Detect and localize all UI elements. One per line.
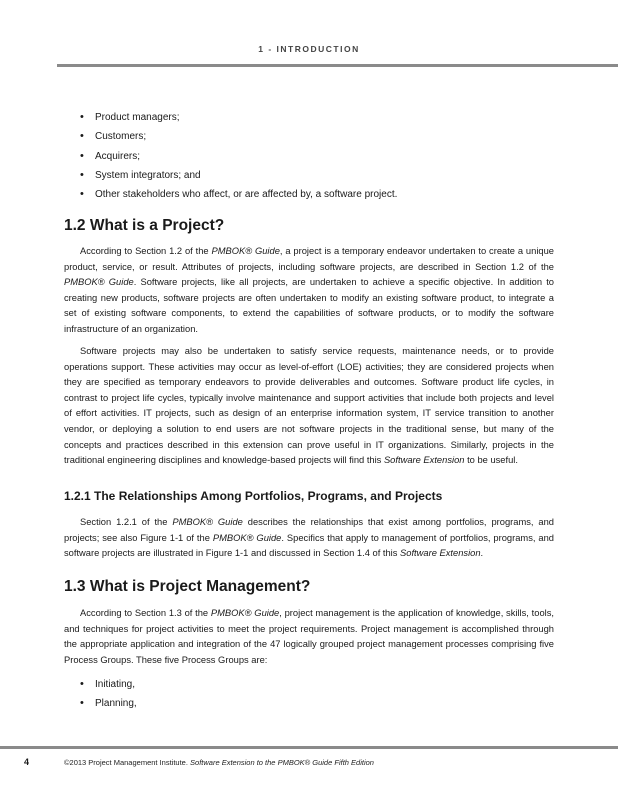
extension-title: Software Extension bbox=[383, 455, 465, 466]
footer-copyright: ©2013 Project Management Institute. Software Extension to the PMBOK® Guide Fifth Edition bbox=[64, 758, 374, 767]
process-group-list bbox=[80, 675, 137, 714]
guide-title: PMBOK® Guide bbox=[211, 246, 280, 256]
list-item: • Initiating, bbox=[80, 675, 137, 694]
footer-rule bbox=[0, 746, 618, 749]
book-title: Software Extension to the PMBOK® Guide Fifth Edition bbox=[190, 758, 374, 767]
extension-title: Software Extension bbox=[400, 548, 481, 559]
paragraph-project-definition: According to Section 1.2 of the PMBOK® Guide, a project is a temporary endeavor undertaken to create a unique product, service, or result. Attributes of projects, including software projects, are described in Section 1.2 of the PMBOK® Guide. Software projects, like all projects, are undertaken to achieve a specific objective. In addition to creating new products, software projects are often undertaken to modify an existing software product, to integrate a set of existing software components, to extend the capabilities of software products, or to modify the software infrastructure of an organization. bbox=[64, 246, 554, 334]
section-heading-1-2: 1.2 What is a Project? bbox=[64, 217, 225, 234]
guide-title: PMBOK® Guide bbox=[172, 517, 243, 527]
stakeholder-list bbox=[80, 108, 397, 204]
paragraph-project-management: According to Section 1.3 of the PMBOK® Guide, project management is the application of knowledge, skills, tools, and techniques for project activities to meet the project requirements. Project management is accomplished through the appropriate application and integration of the 47 logically grouped project management processes comprising five Process Groups. These five Process Groups are: bbox=[64, 608, 554, 665]
paragraph-relationships: Section 1.2.1 of the PMBOK® Guide describes the relationships that exist among portfolios, programs, and projects; see also Figure 1-1 of the PMBOK® Guide. Specifics that apply to management of portfolios, programs, and software projects are illustrated in Figure 1-1 and discussed in Section 1.4 of this Software Extension. bbox=[64, 517, 554, 559]
guide-title: PMBOK® Guide bbox=[212, 532, 282, 543]
list-item: • Planning, bbox=[80, 694, 137, 713]
list-item: • Acquirers; bbox=[80, 147, 397, 166]
header-rule bbox=[57, 64, 618, 67]
page-number: 4 bbox=[24, 757, 30, 767]
section-heading-1-2-1: 1.2.1 The Relationships Among Portfolios, Programs, and Projects bbox=[64, 489, 443, 503]
paragraph-software-projects: Software projects may also be undertaken to satisfy service requests, maintenance needs, or to provide operations support. These activities may occur as level-of-effort (LOE) activities; they are considered projects when they are specified as temporary endeavors to provide deliverables and outcomes. Software product life cycles, in contrast to project life cycles, typically involve maintenance and support activities that include both projects and level of effort activities. IT projects, such as design of an enterprise information system, IT service transition to another vendor, or deploying a solution to end users are not software projects in the traditional sense, but many of the concepts and practices described in this extension can prove useful in IT organizations. Similarly, projects in the traditional engineering disciplines and knowledge-based projects will find this Software Extension to be useful. bbox=[64, 346, 554, 466]
list-item: • Product managers; bbox=[80, 108, 397, 127]
guide-title: PMBOK® Guide bbox=[210, 608, 280, 618]
list-item: • Customers; bbox=[80, 127, 397, 146]
running-header: 1 - INTRODUCTION bbox=[258, 44, 360, 54]
list-item: • Other stakeholders who affect, or are affected by, a software project. bbox=[80, 185, 397, 204]
guide-title: PMBOK® Guide bbox=[64, 277, 134, 288]
section-heading-1-3: 1.3 What is Project Management? bbox=[64, 578, 311, 595]
list-item: • System integrators; and bbox=[80, 166, 397, 185]
